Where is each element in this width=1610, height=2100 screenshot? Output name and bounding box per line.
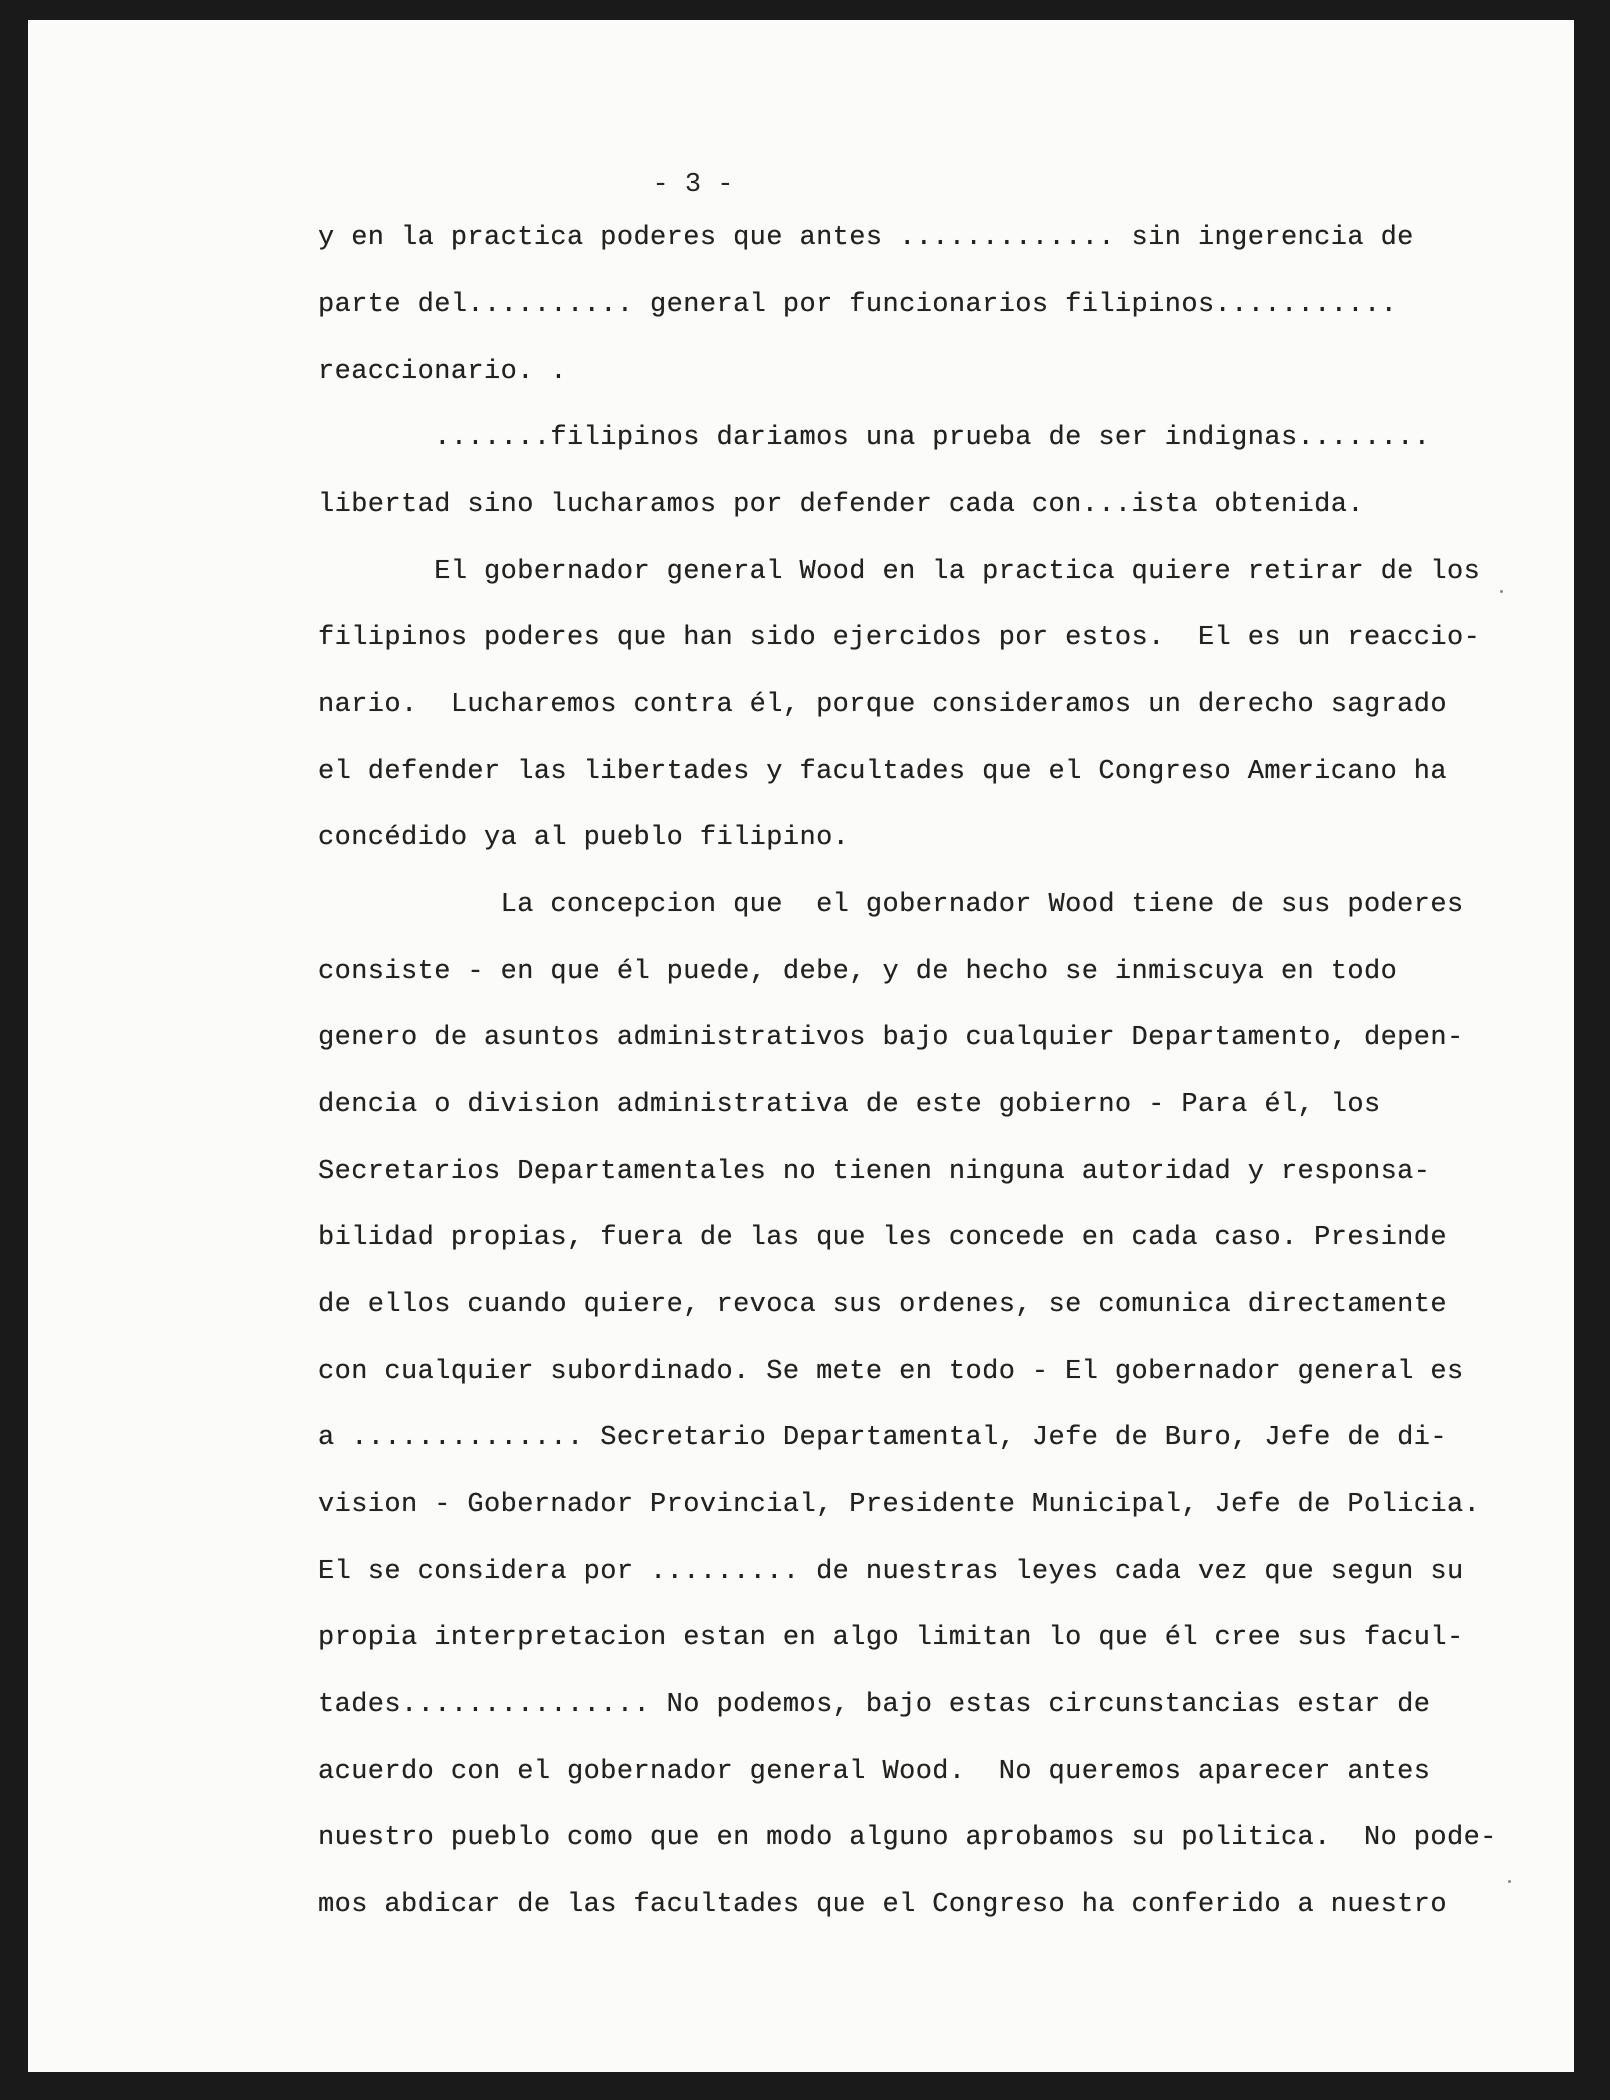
text-line: tades............... No podemos, bajo estas circunstancias estar de: [318, 1690, 1431, 1720]
text-line: consiste - en que él puede, debe, y de hecho se inmiscuya en todo: [318, 957, 1398, 987]
text-line: con cualquier subordinado. Se mete en todo - El gobernador general es: [318, 1357, 1464, 1387]
text-line: reaccionario. .: [318, 357, 568, 387]
page-number: - 3 -: [652, 170, 734, 200]
text-line: libertad sino lucharamos por defender cada con...ista obtenida.: [318, 490, 1364, 520]
paper-sheet: [28, 20, 1574, 2072]
text-line: El gobernador general Wood en la practica quiere retirar de los: [318, 557, 1481, 587]
text-line: dencia o division administrativa de este gobierno - Para él, los: [318, 1090, 1381, 1120]
text-line: de ellos cuando quiere, revoca sus ordenes, se comunica directamente: [318, 1290, 1447, 1320]
text-line: nario. Lucharemos contra él, porque consideramos un derecho sagrado: [318, 690, 1447, 720]
text-line: genero de asuntos administrativos bajo cualquier Departamento, depen-: [318, 1023, 1464, 1053]
text-line: bilidad propias, fuera de las que les concede en cada caso. Presinde: [318, 1223, 1447, 1253]
text-line: Secretarios Departamentales no tienen ninguna autoridad y responsa-: [318, 1157, 1431, 1187]
text-line: vision - Gobernador Provincial, Presidente Municipal, Jefe de Policia.: [318, 1490, 1481, 1520]
text-line: y en la practica poderes que antes ............. sin ingerencia de: [318, 223, 1414, 253]
text-line: a .............. Secretario Departamental, Jefe de Buro, Jefe de di-: [318, 1423, 1447, 1453]
text-line: filipinos poderes que han sido ejercidos por estos. El es un reaccio-: [318, 623, 1481, 653]
text-line: propia interpretacion estan en algo limitan lo que él cree sus facul-: [318, 1623, 1464, 1653]
text-line: concédido ya al pueblo filipino.: [318, 823, 850, 853]
text-line: mos abdicar de las facultades que el Congreso ha conferido a nuestro: [318, 1890, 1447, 1920]
text-line: nuestro pueblo como que en modo alguno aprobamos su politica. No pode-: [318, 1823, 1497, 1853]
paper-speck: [1508, 1880, 1511, 1883]
text-line: La concepcion que el gobernador Wood tiene de sus poderes: [318, 890, 1464, 920]
text-line: el defender las libertades y facultades que el Congreso Americano ha: [318, 757, 1447, 787]
text-line: parte del.......... general por funcionarios filipinos...........: [318, 290, 1398, 320]
text-line: .......filipinos dariamos una prueba de ser indignas........: [318, 423, 1431, 453]
document-body: [28, 20, 1574, 2072]
paper-speck: [1500, 590, 1503, 593]
text-line: El se considera por ......... de nuestras leyes cada vez que segun su: [318, 1557, 1464, 1587]
text-line: acuerdo con el gobernador general Wood. No queremos aparecer antes: [318, 1757, 1431, 1787]
